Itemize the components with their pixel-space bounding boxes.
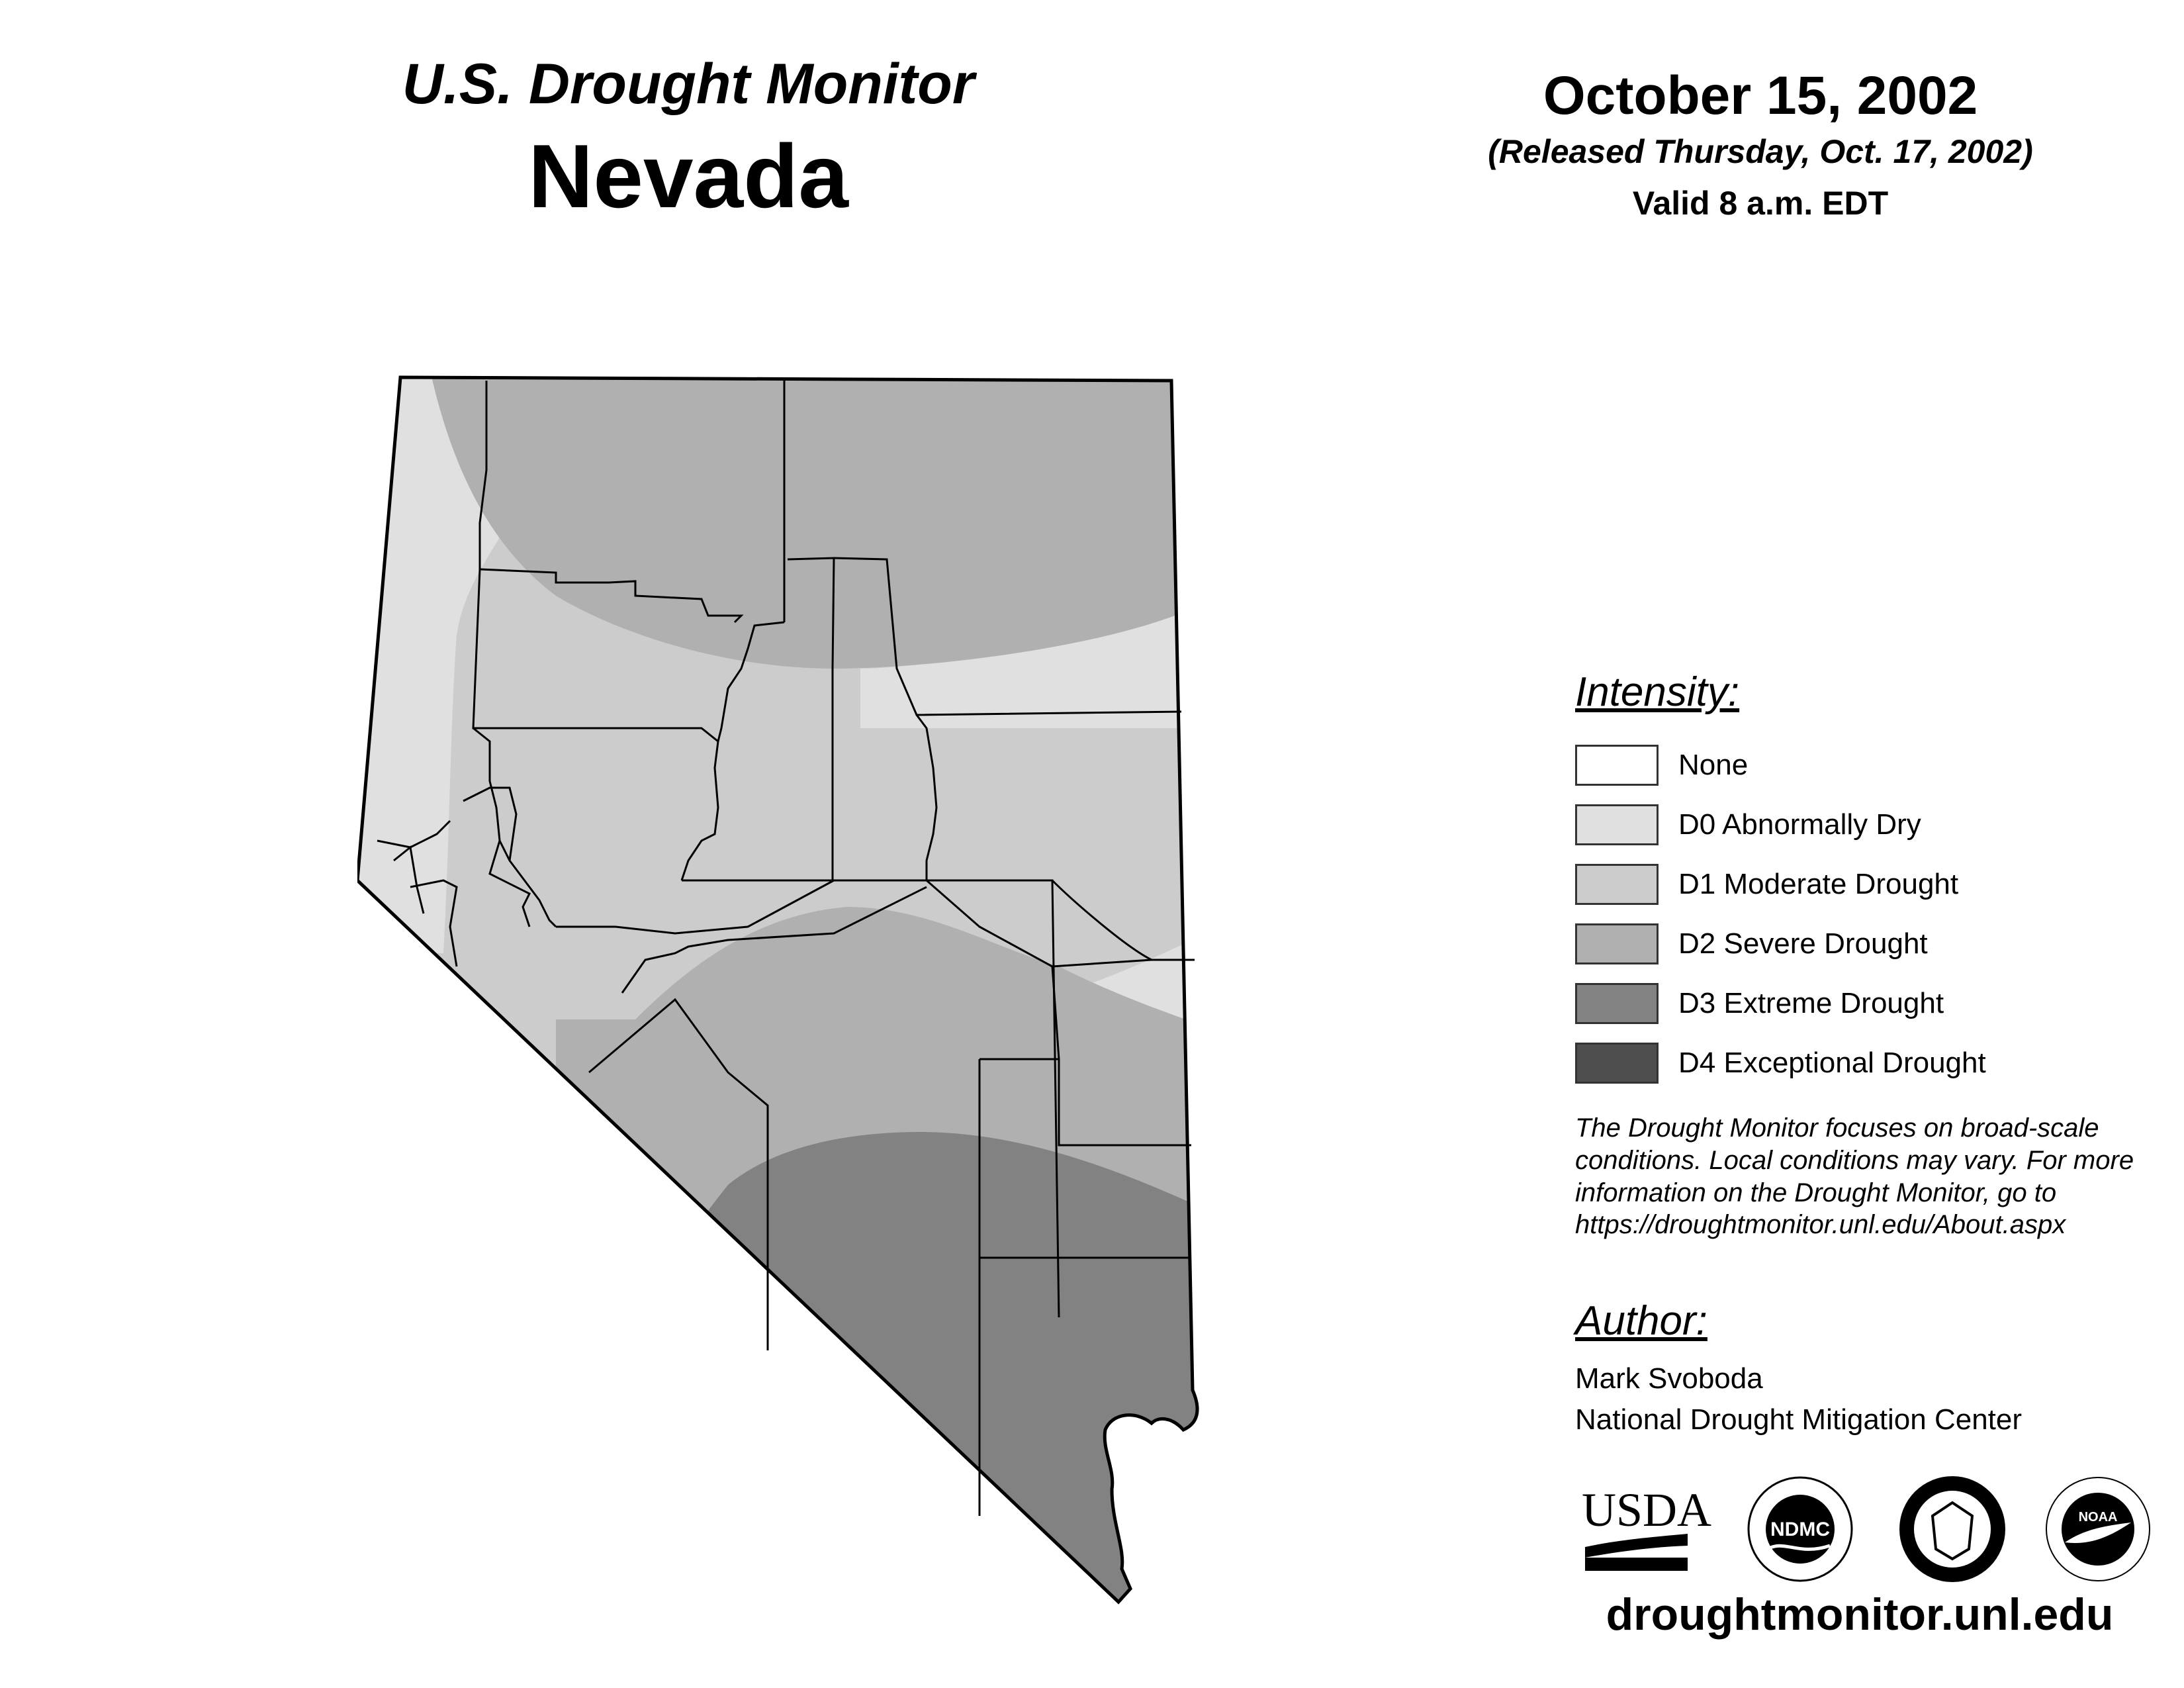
legend-label: D2 Severe Drought: [1678, 927, 1928, 960]
noaa-logo-text: NOAA: [2078, 1510, 2118, 1524]
legend-item: [1575, 914, 2171, 974]
legend-swatch: [1575, 923, 1659, 964]
legend-swatch: [1575, 1043, 1659, 1084]
valid-time: Valid 8 a.m. EDT: [1632, 185, 1889, 222]
title-block: [278, 53, 1099, 230]
legend-label: D4 Exceptional Drought: [1678, 1047, 1986, 1079]
noaa-logo: [2046, 1477, 2150, 1581]
author-name: Mark Svoboda: [1575, 1362, 1763, 1395]
map-date: October 15, 2002: [1543, 66, 1978, 126]
author-block: [1575, 1358, 2022, 1440]
d3-area-south: [635, 1132, 1224, 1609]
author-org: National Drought Mitigation Center: [1575, 1403, 2023, 1436]
legend-items: [1575, 735, 2171, 1093]
disclaimer-note: The Drought Monitor focuses on broad-scale conditions. Local conditions may vary. For more information on the Drought Monitor, go to https://droughtmonitor.unl.edu/About.aspx: [1575, 1113, 2134, 1240]
legend-item: [1575, 855, 2171, 914]
legend-swatch: [1575, 864, 1659, 905]
usda-logo: [1582, 1483, 1711, 1571]
legend-swatch: [1575, 804, 1659, 845]
legend: [1575, 669, 2171, 1093]
legend-label: D3 Extreme Drought: [1678, 987, 1944, 1019]
date-block: [1430, 66, 2091, 222]
legend-label: None: [1678, 749, 1749, 781]
map-subtitle: U.S. Drought Monitor: [402, 52, 975, 116]
legend-label: D0 Abnormally Dry: [1678, 808, 1921, 841]
legend-item: [1575, 974, 2171, 1033]
release-date: (Released Thursday, Oct. 17, 2002): [1488, 133, 2033, 171]
legend-item: [1575, 795, 2171, 855]
usda-swoosh: [1585, 1534, 1688, 1558]
legend-swatch: [1575, 983, 1659, 1024]
drought-areas: [357, 357, 1231, 1609]
website-url[interactable]: droughtmonitor.unl.edu: [1606, 1589, 2114, 1640]
legend-label: D1 Moderate Drought: [1678, 868, 1959, 900]
ndmc-logo-text: NDMC: [1770, 1519, 1830, 1540]
legend-title: Intensity:: [1575, 669, 1740, 715]
ndmc-logo: [1749, 1477, 1852, 1581]
usda-bar: [1585, 1558, 1688, 1571]
legend-item: [1575, 1033, 2171, 1093]
commerce-seal: [1899, 1476, 2005, 1582]
legend-swatch: [1575, 745, 1659, 786]
agency-logos: [1582, 1473, 2151, 1585]
nevada-drought-map: [357, 357, 1231, 1609]
map-title: Nevada: [528, 125, 848, 226]
author-title: Author:: [1575, 1298, 1707, 1344]
legend-item: [1575, 735, 2171, 795]
usda-logo-text: USDA: [1582, 1483, 1712, 1536]
